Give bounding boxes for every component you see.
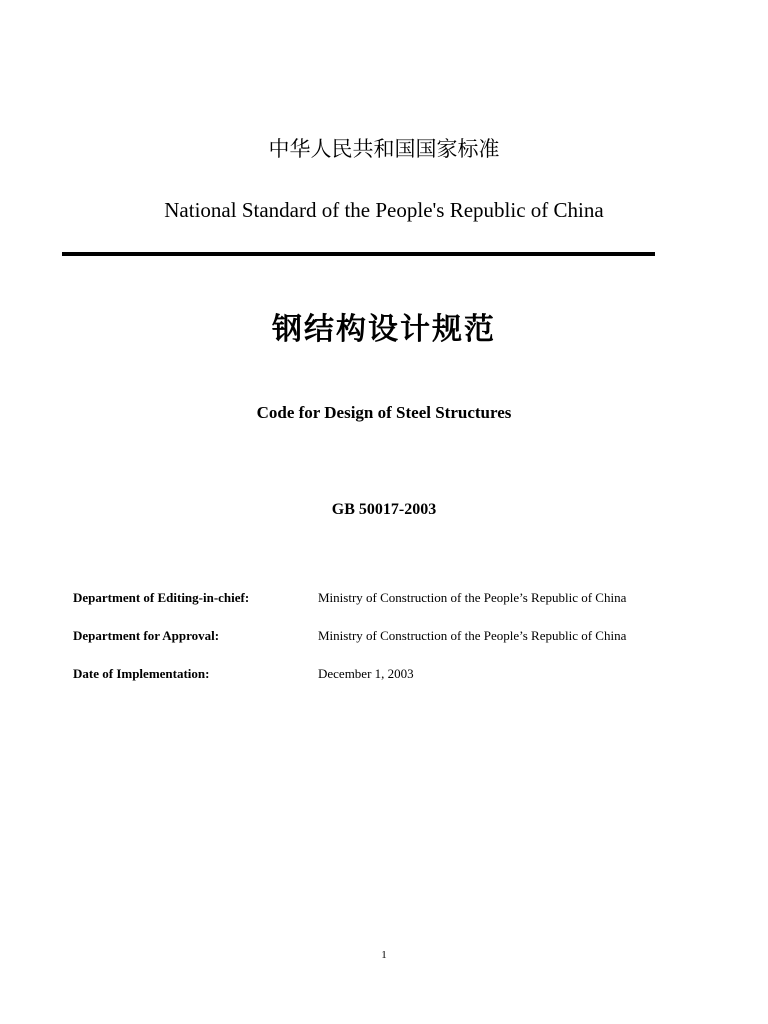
horizontal-rule <box>62 252 655 256</box>
info-label: Date of Implementation: <box>73 666 210 681</box>
info-value: Ministry of Construction of the People’s Republic of China <box>318 590 627 605</box>
info-value: December 1, 2003 <box>318 666 414 681</box>
info-label: Department of Editing-in-chief: <box>73 590 250 605</box>
national-standard-title-cn: 中华人民共和国国家标准 <box>268 137 500 161</box>
page-number: 1 <box>381 949 387 961</box>
document-title-cn: 钢结构设计规范 <box>272 312 496 347</box>
info-value: Ministry of Construction of the People’s Republic of China <box>318 628 627 643</box>
info-label: Department for Approval: <box>73 628 220 643</box>
info-row-editing-department <box>0 589 768 609</box>
document-title-en: Code for Design of Steel Structures <box>256 403 512 422</box>
standard-code-number: GB 50017-2003 <box>331 501 437 518</box>
national-standard-title-en: National Standard of the People's Republic of China <box>164 198 604 222</box>
info-row-implementation-date <box>0 665 768 685</box>
info-row-approval-department <box>0 627 768 647</box>
